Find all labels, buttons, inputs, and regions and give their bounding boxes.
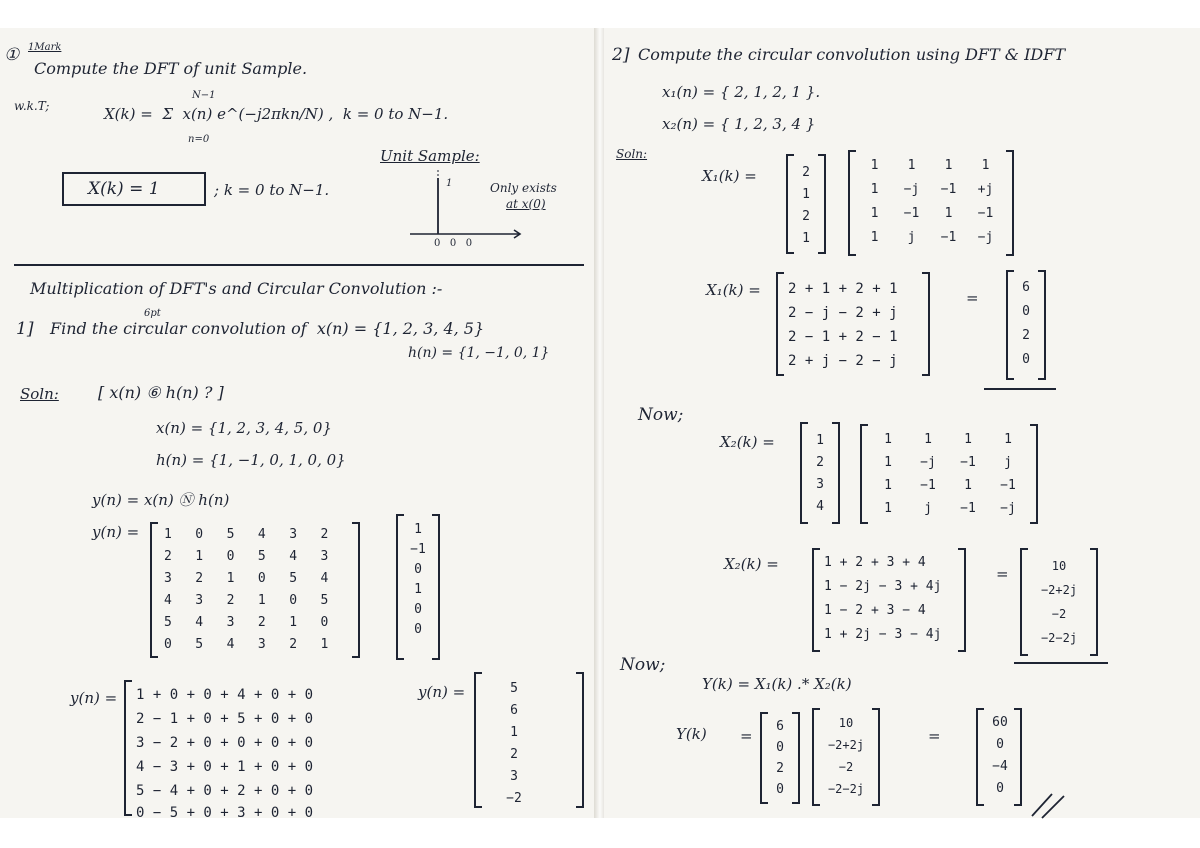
w-matrix-cell: 1 <box>884 455 892 470</box>
matrix-bracket-right <box>352 522 360 658</box>
yk-result-entry: 0 <box>996 737 1004 752</box>
x2k-result-entry: −2 <box>1051 607 1067 621</box>
yk-result-entry: 0 <box>996 781 1004 796</box>
q1-marks: 1Mark <box>28 42 62 53</box>
expansion-row: 1 + 0 + 0 + 4 + 0 + 0 <box>136 687 314 703</box>
x2k-expansion-row: 1 + 2 + 3 + 4 <box>824 555 926 570</box>
x1-definition: x₁(n) = { 2, 1, 2, 1 }. <box>662 83 821 101</box>
w-matrix-cell: j <box>1004 455 1012 470</box>
x1-entry: 2 <box>802 209 810 224</box>
w-matrix-bracket-left <box>848 150 856 256</box>
x2-entry: 4 <box>816 499 824 514</box>
dft-result-range: ; k = 0 to N−1. <box>214 181 330 199</box>
only-exists-note: Only exists <box>490 181 557 195</box>
x2k-result-entry: 10 <box>1051 559 1067 573</box>
expansion-bracket-left <box>124 680 132 816</box>
q2-number: 1] <box>16 319 34 339</box>
axis-ticks: 0 0 0 <box>434 238 473 249</box>
x1k-expansion-bracket-right <box>922 272 930 376</box>
unit-sample-label: Unit Sample: <box>380 147 480 165</box>
yn-label: y(n) = <box>92 523 140 541</box>
sum-lower-limit: n=0 <box>188 134 210 145</box>
w-matrix-cell: 1 <box>870 182 879 197</box>
x1k-label: X₁(k) = <box>702 167 757 185</box>
expansion-row: 0 − 5 + 0 + 3 + 0 + 0 <box>136 806 314 818</box>
expansion-row: 5 − 4 + 0 + 2 + 0 + 0 <box>136 783 314 799</box>
y-result-entry: −2 <box>506 791 522 806</box>
soln-label: Soln: <box>20 385 59 403</box>
x2k-label: X₂(k) = <box>720 433 775 451</box>
w-matrix-cell: 1 <box>964 478 972 493</box>
x2-vector <box>804 430 836 518</box>
yk-a-vector <box>766 716 794 800</box>
x1k-label-expansion: X₁(k) = <box>706 281 761 299</box>
x1k-expansion-bracket-left <box>776 272 784 376</box>
x1k-expansion-row: 2 + 1 + 2 + 1 <box>788 281 898 297</box>
w-matrix-cell: −1 <box>1000 478 1016 493</box>
y-result-entry: 5 <box>510 681 518 696</box>
q1-number: ① <box>4 45 20 65</box>
w-matrix-cell: 1 <box>870 230 879 245</box>
x1k-result-vector <box>1012 276 1040 372</box>
w-matrix-cell: +j <box>977 182 994 197</box>
yk-result-entry: 60 <box>992 715 1008 730</box>
yk-a-entry: 2 <box>776 761 784 776</box>
y-result-entry: 2 <box>510 747 518 762</box>
x1-vector <box>790 162 822 250</box>
now-label-2: Now; <box>620 655 666 675</box>
h-vector-entry: 0 <box>414 562 422 577</box>
x1-entry: 1 <box>802 187 810 202</box>
x2k-label-expansion: X₂(k) = <box>724 555 779 573</box>
w-matrix-cell: 1 <box>981 158 990 173</box>
w-matrix-cell: j <box>907 230 916 245</box>
impulse-amplitude: 1 <box>446 178 453 189</box>
y-result-entry: 3 <box>510 769 518 784</box>
matrix-row: 4 3 2 1 0 5 <box>164 593 329 608</box>
w-matrix2-bracket-left <box>860 424 868 524</box>
h-vector <box>400 520 436 640</box>
x2k-expansion-row: 1 − 2 + 3 − 4 <box>824 603 926 618</box>
q2-text: Find the circular convolution of x(n) = {1, 2, 3, 4, 5} <box>50 319 485 338</box>
matrix-row: 0 5 4 3 2 1 <box>164 637 329 652</box>
x2k-result-entry: −2−2j <box>1040 631 1078 645</box>
x1k-expansion-row: 2 − j − 2 + j <box>788 305 898 321</box>
yk-b-entry: 10 <box>838 716 854 730</box>
w-matrix-cell: 1 <box>870 206 879 221</box>
yk-label: Y(k) <box>676 725 707 743</box>
expansion-row: 4 − 3 + 0 + 1 + 0 + 0 <box>136 759 314 775</box>
w-matrix-cell: 1 <box>907 158 916 173</box>
y-result-vector <box>494 678 534 810</box>
underline <box>984 388 1056 390</box>
w-matrix-cell: j <box>924 501 932 516</box>
yk-definition: Y(k) = X₁(k) .* X₂(k) <box>702 675 852 693</box>
matrix-row: 5 4 3 2 1 0 <box>164 615 329 630</box>
yn-label-expansion: y(n) = <box>70 689 118 707</box>
expansion-row: 3 − 2 + 0 + 0 + 0 + 0 <box>136 735 314 751</box>
x2-entry: 2 <box>816 455 824 470</box>
x2-definition: x₂(n) = { 1, 2, 3, 4 } <box>662 115 816 133</box>
underline <box>1014 662 1108 664</box>
yk-a-entry: 6 <box>776 719 784 734</box>
right-page <box>604 28 1200 818</box>
x2k-expansion-row: 1 + 2j − 3 − 4j <box>824 627 942 642</box>
yk-equals-2: = <box>928 727 941 745</box>
q2-6pt-note: 6pt <box>144 308 161 319</box>
h-vector-entry: −1 <box>410 542 426 557</box>
w-matrix-cell: 1 <box>870 158 879 173</box>
q2-hn: h(n) = {1, −1, 0, 1} <box>408 345 550 361</box>
h-vector-entry: 0 <box>414 622 422 637</box>
x1k-result-entry: 0 <box>1022 352 1030 367</box>
matrix-row: 3 2 1 0 5 4 <box>164 571 329 586</box>
y-result-entry: 1 <box>510 725 518 740</box>
w-matrix-cell: −1 <box>920 478 936 493</box>
section-title: Multiplication of DFT's and Circular Convolution :- <box>30 279 443 298</box>
x2-entry: 3 <box>816 477 824 492</box>
x2-entry: 1 <box>816 433 824 448</box>
w-matrix-cell: 1 <box>884 501 892 516</box>
x1k-result-entry: 2 <box>1022 328 1030 343</box>
xn-padded: x(n) = {1, 2, 3, 4, 5, 0} <box>156 419 332 437</box>
y-result-bracket-right <box>576 672 584 808</box>
x1k-result-entry: 0 <box>1022 304 1030 319</box>
w-matrix-cell: −1 <box>903 206 920 221</box>
h-vector-entry: 0 <box>414 602 422 617</box>
yk-equals: = <box>740 727 753 745</box>
w-matrix-cell: −1 <box>960 501 976 516</box>
x1k-equals: = <box>966 289 979 307</box>
expansion-row: 2 − 1 + 0 + 5 + 0 + 0 <box>136 711 314 727</box>
soln-expression: [ x(n) ⑥ h(n) ? ] <box>98 383 224 402</box>
y-result-bracket-left <box>474 672 482 808</box>
soln-label-right: Soln: <box>616 147 648 161</box>
w-matrix-cell: −j <box>1000 501 1016 516</box>
w-matrix-cell: 1 <box>1004 432 1012 447</box>
w-matrix-cell: −1 <box>977 206 994 221</box>
x1k-expansion-row: 2 − 1 + 2 − 1 <box>788 329 898 345</box>
w-matrix-cell: −1 <box>940 182 957 197</box>
yk-a-entry: 0 <box>776 782 784 797</box>
matrix-row: 1 0 5 4 3 2 <box>164 527 329 542</box>
y-result-entry: 6 <box>510 703 518 718</box>
x1k-expansion-row: 2 + j − 2 − j <box>788 353 898 369</box>
sum-upper-limit: N−1 <box>192 90 216 101</box>
yk-b-entry: −2+2j <box>827 738 865 752</box>
separator-line <box>14 264 584 266</box>
at-x0-note: at x(0) <box>506 197 546 211</box>
h-vector-entry: 1 <box>414 582 422 597</box>
w-matrix-cell: −1 <box>960 455 976 470</box>
x1k-result-entry: 6 <box>1022 280 1030 295</box>
x2k-result-entry: −2+2j <box>1040 583 1078 597</box>
w-matrix2-bracket-right <box>1030 424 1038 524</box>
w-matrix-cell: 1 <box>964 432 972 447</box>
matrix-bracket-left <box>150 522 158 658</box>
w-matrix-cell: 1 <box>944 206 953 221</box>
h-vector-entry: 1 <box>414 522 422 537</box>
yk-result-entry: −4 <box>992 759 1008 774</box>
yk-a-entry: 0 <box>776 740 784 755</box>
wkt-label: w.k.T; <box>14 99 50 113</box>
x2k-result-vector <box>1026 554 1092 650</box>
x2k-expansion-bracket-left <box>812 548 820 652</box>
w-matrix-cell: 1 <box>884 432 892 447</box>
x2k-equals: = <box>996 565 1009 583</box>
q3-title: Compute the circular convolution using DFT & IDFT <box>638 45 1066 64</box>
w-matrix-cell: −j <box>977 230 994 245</box>
w-matrix-cell: 1 <box>924 432 932 447</box>
w-matrix-cell: 1 <box>944 158 953 173</box>
q1-title: Compute the DFT of unit Sample. <box>34 59 308 78</box>
hn-padded: h(n) = {1, −1, 0, 1, 0, 0} <box>156 451 346 469</box>
x2k-expansion-bracket-right <box>958 548 966 652</box>
w-matrix-bracket-right <box>1006 150 1014 256</box>
q3-number: 2] <box>612 45 630 65</box>
yk-b-entry: −2 <box>838 760 854 774</box>
w-matrix-cell: −j <box>903 182 920 197</box>
x2k-expansion-row: 1 − 2j − 3 + 4j <box>824 579 942 594</box>
yk-b-entry: −2−2j <box>827 782 865 796</box>
w-matrix-cell: −j <box>920 455 936 470</box>
now-label-1: Now; <box>638 405 684 425</box>
yn-definition: y(n) = x(n) Ⓝ h(n) <box>92 491 230 509</box>
dft-formula: X(k) = Σ x(n) e^(−j2πkn/N) , k = 0 to N−1. <box>104 105 449 123</box>
dft-result: X(k) = 1 <box>88 179 160 199</box>
x1-entry: 2 <box>802 165 810 180</box>
x1-entry: 1 <box>802 231 810 246</box>
matrix-row: 2 1 0 5 4 3 <box>164 549 329 564</box>
yn-label-result: y(n) = <box>418 683 466 701</box>
w-matrix-cell: 1 <box>884 478 892 493</box>
scribble-mark <box>1030 790 1070 820</box>
w-matrix-cell: −1 <box>940 230 957 245</box>
yk-result-vector <box>982 712 1018 800</box>
yk-b-vector <box>816 712 876 800</box>
